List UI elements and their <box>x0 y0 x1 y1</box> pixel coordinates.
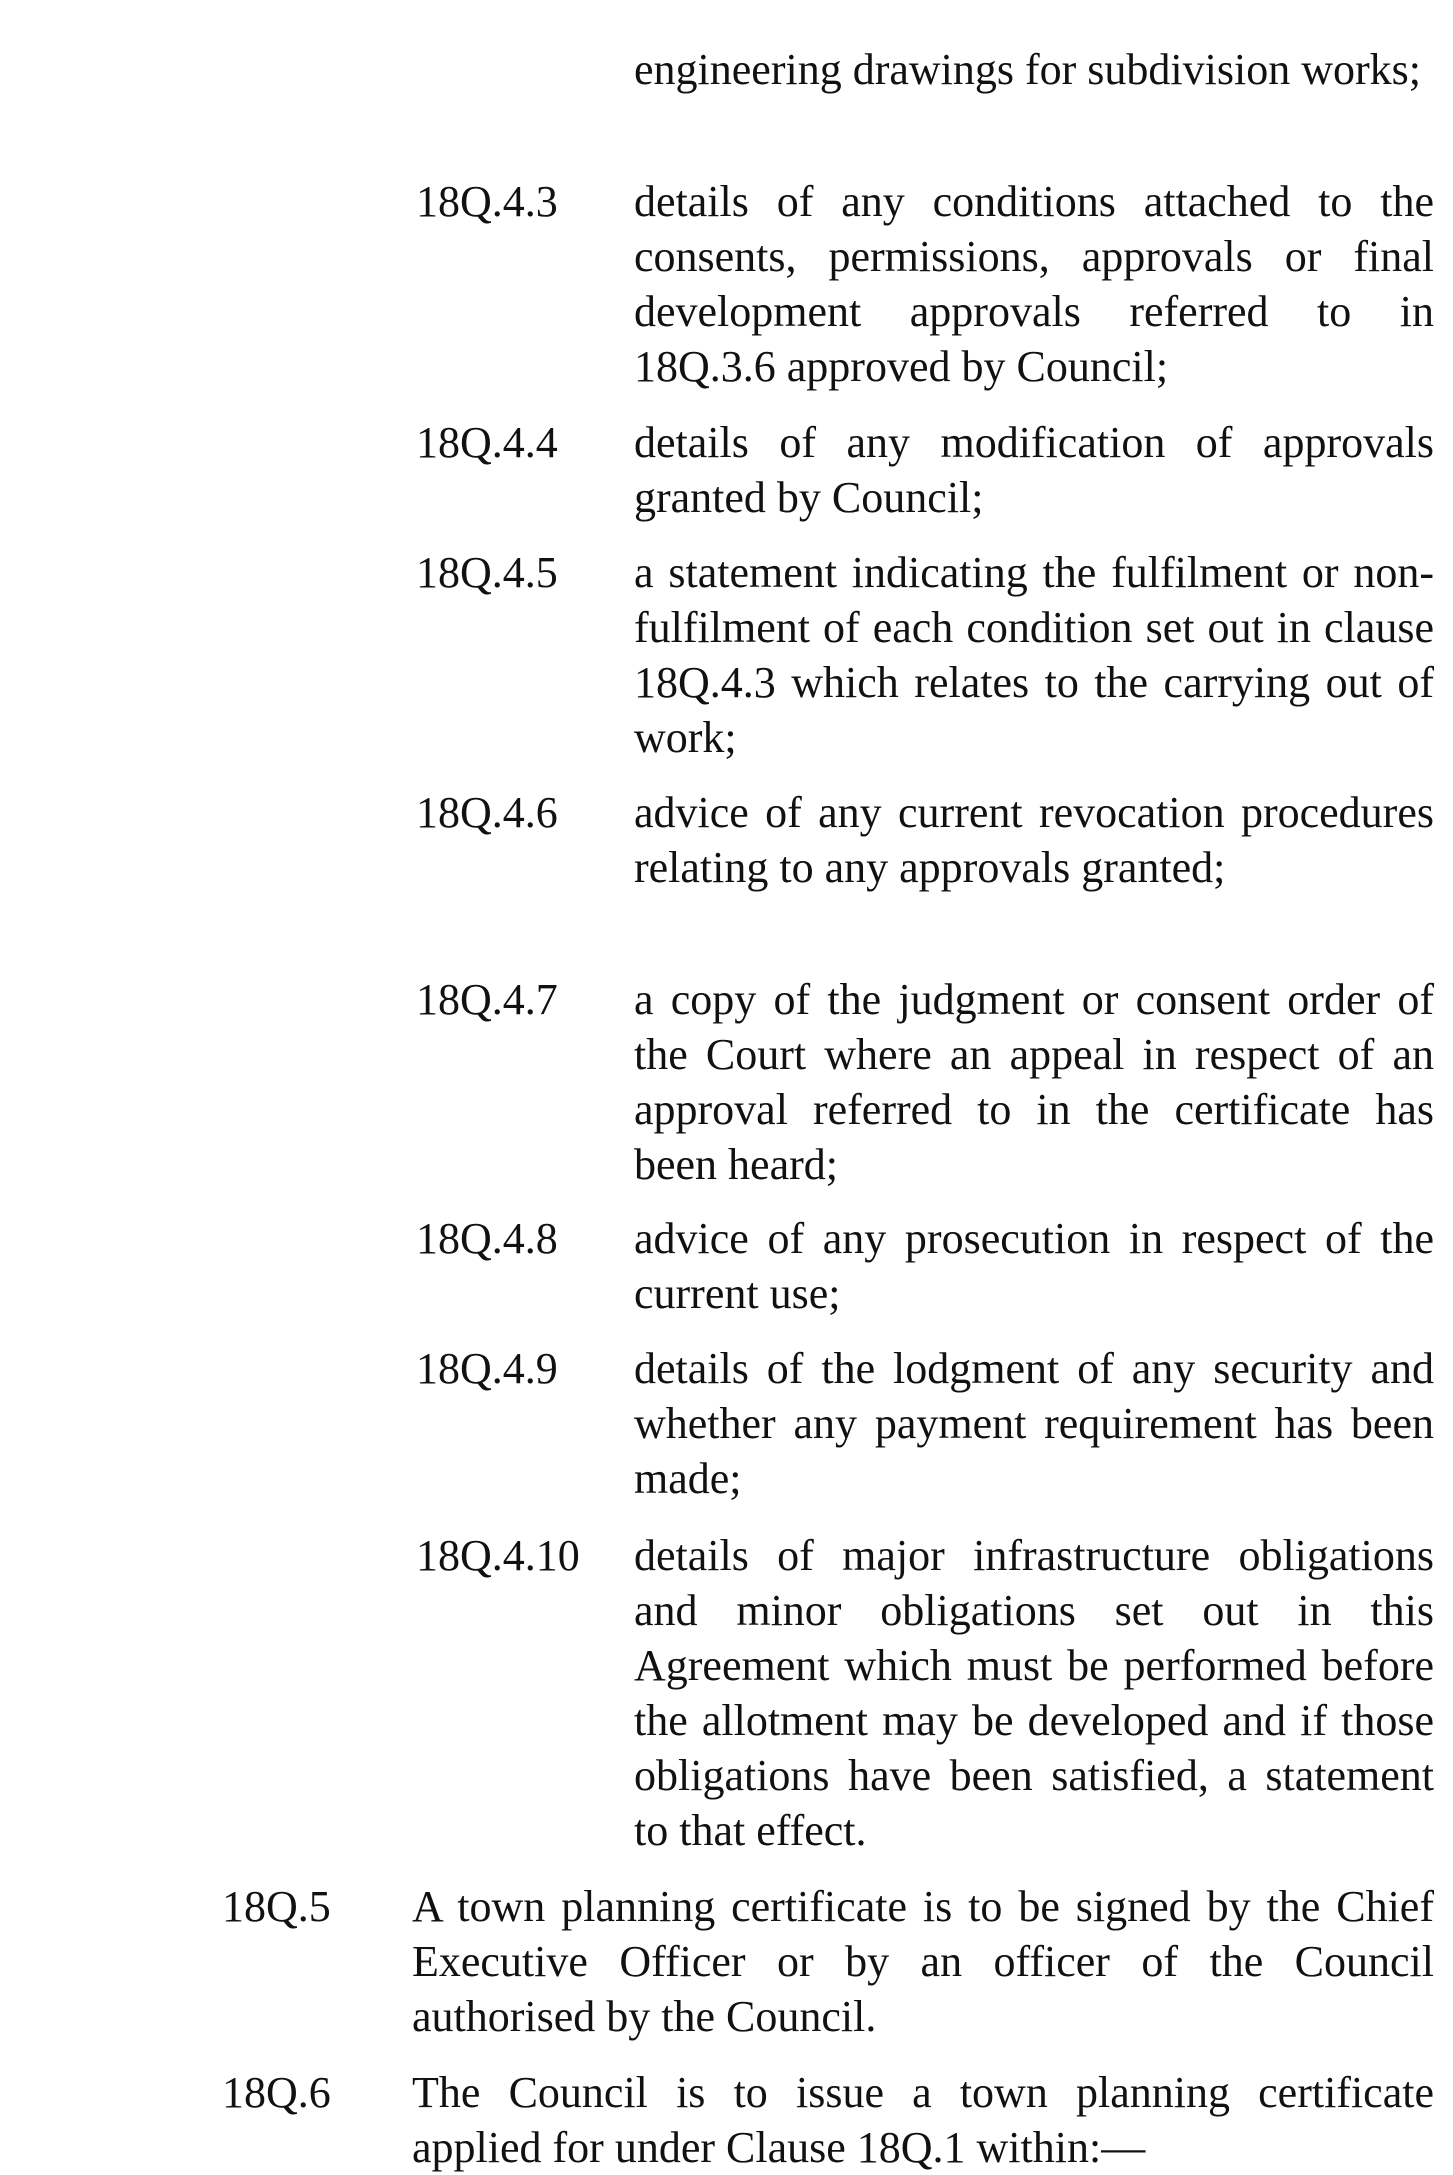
subitem-text: advice of any current revocation procedures relating to any approvals granted; <box>634 788 1434 892</box>
subitem-number: 18Q.4.9 <box>416 1344 558 1393</box>
subitem-number: 18Q.4.4 <box>416 418 558 467</box>
subitem-number: 18Q.4.7 <box>416 975 558 1024</box>
clause-text: A town planning certificate is to be signed by the Chief Executive Officer or by an officer of the Council authorised by the Council. <box>412 1882 1434 2041</box>
subitem-text: details of the lodgment of any security and whether any payment requirement has been made; <box>634 1344 1434 1503</box>
continuation-text: engineering drawings for subdivision works; <box>634 45 1421 94</box>
subitem-number: 18Q.4.3 <box>416 177 558 226</box>
clause-text: The Council is to issue a town planning certificate applied for under Clause 18Q.1 within:— <box>412 2068 1434 2172</box>
subitem-text: advice of any prosecution in respect of the current use; <box>634 1214 1434 1318</box>
subitem-number: 18Q.4.10 <box>416 1531 580 1580</box>
subitem-text: details of any modification of approvals granted by Council; <box>634 418 1434 522</box>
subitem-text: details of major infrastructure obligations and minor obligations set out in this Agreement which must be performed before the allotment may be developed and if those obligations have been satisfied, a statement to that effect. <box>634 1531 1434 1855</box>
subitem-number: 18Q.4.8 <box>416 1214 558 1263</box>
subitem-text: a copy of the judgment or consent order of the Court where an appeal in respect of an approval referred to in the certificate has been heard; <box>634 975 1434 1189</box>
subitem-number: 18Q.4.6 <box>416 788 558 837</box>
clause-number: 18Q.5 <box>222 1882 331 1931</box>
clause-number: 18Q.6 <box>222 2068 331 2117</box>
subitem-text: a statement indicating the fulfilment or non-fulfilment of each condition set out in clause 18Q.4.3 which relates to the carrying out of work; <box>634 548 1434 762</box>
subitem-text: details of any conditions attached to the consents, permissions, approvals or final development approvals referred to in 18Q.3.6 approved by Council; <box>634 177 1434 391</box>
subitem-number: 18Q.4.5 <box>416 548 558 597</box>
